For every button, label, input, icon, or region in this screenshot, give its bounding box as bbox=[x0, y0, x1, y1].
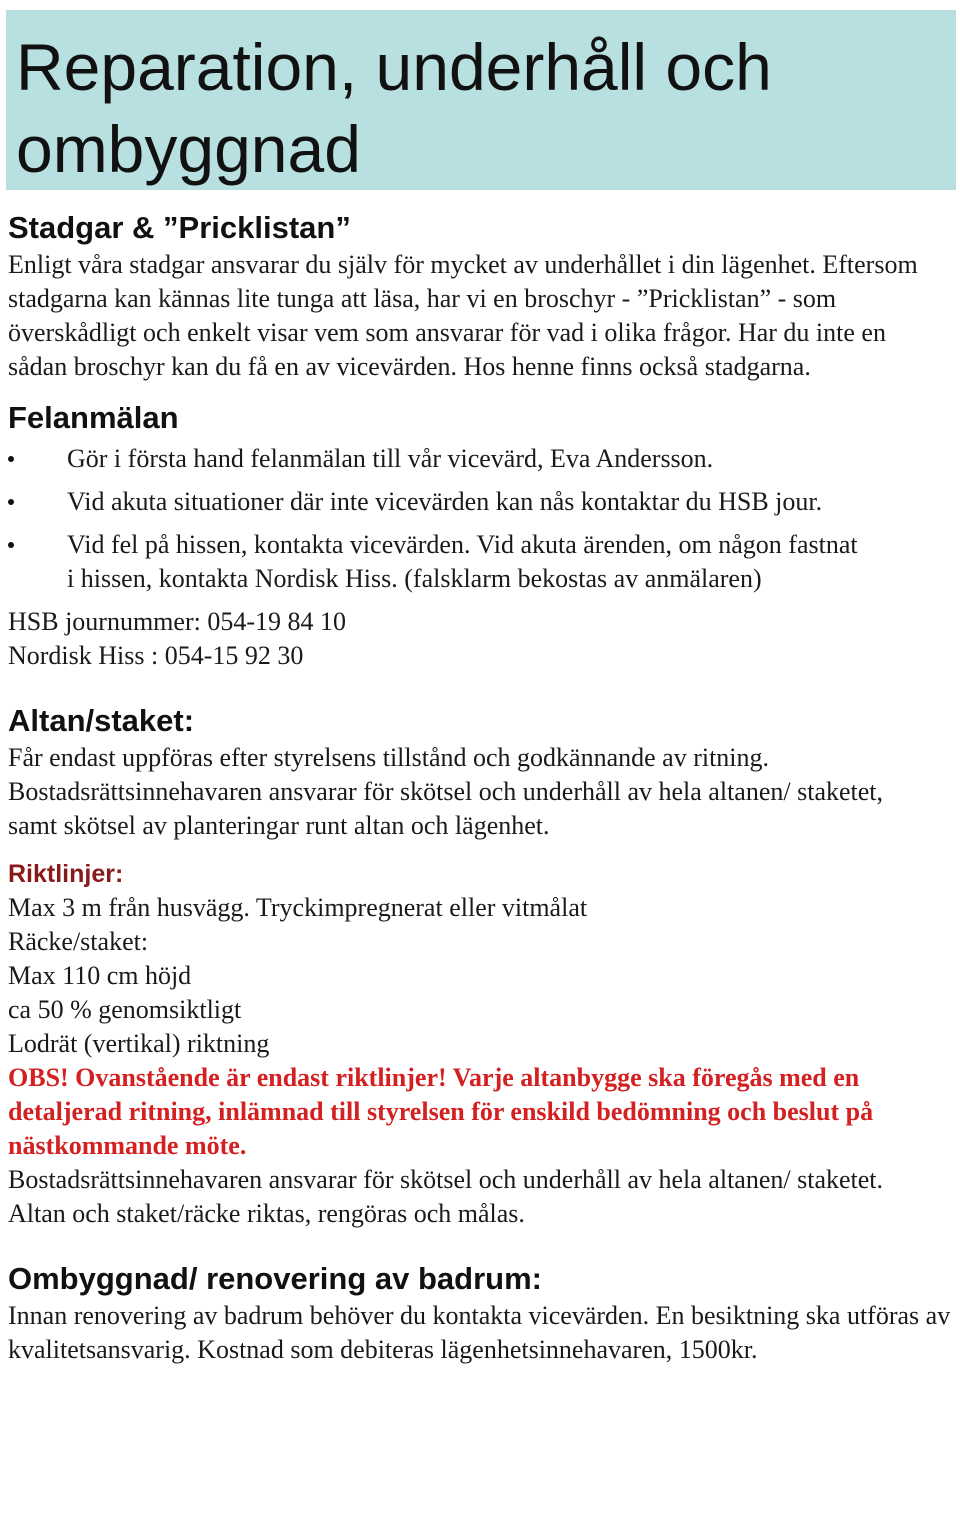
bullet-icon bbox=[8, 499, 14, 505]
bullet-icon bbox=[8, 542, 14, 548]
badrum-text: Innan renovering av badrum behöver du kontakta vicevärden. En besiktning ska utföras av kvalitetsansvarig. Kostnad som debiteras lägenhetsinnehavaren, 1500kr. bbox=[8, 1301, 951, 1364]
list-item-text: Vid akuta situationer där inte vicevärden kan nås kontaktar du HSB jour. bbox=[67, 487, 823, 516]
page-title: Reparation, underhåll och ombyggnad bbox=[16, 30, 772, 186]
altan-text: Får endast uppföras efter styrelsens tillstånd och godkännande av ritning. Bostadsrättsinnehavaren ansvarar för skötsel och underhåll av hela altanen/ staketet, samt skötsel av planteringar runt altan och lägenhet. bbox=[8, 743, 884, 840]
riktlinje-line: Max 3 m från husvägg. Tryckimpregnerat eller vitmålat bbox=[8, 893, 588, 922]
altan-section bbox=[8, 701, 956, 1231]
list-item-text: Gör i första hand felanmälan till vår vicevärd, Eva Andersson. bbox=[67, 444, 714, 473]
altan-text-2: Bostadsrättsinnehavaren ansvarar för skötsel och underhåll av hela altanen/ staketet. bbox=[8, 1165, 884, 1194]
stadgar-section bbox=[8, 208, 956, 384]
felanmalan-list bbox=[8, 442, 956, 596]
bullet-icon bbox=[8, 456, 14, 462]
felanmalan-section bbox=[8, 398, 956, 673]
badrum-heading: Ombyggnad/ renovering av badrum: bbox=[8, 1261, 542, 1296]
list-item-text: Vid fel på hissen, kontakta vicevärden. Vid akuta ärenden, om någon fastnat i hissen, kontakta Nordisk Hiss. (falsklarm bekostas av anmälaren) bbox=[67, 530, 858, 593]
riktlinje-line: Räcke/staket: bbox=[8, 927, 149, 956]
title-banner bbox=[6, 10, 956, 190]
altan-heading: Altan/staket: bbox=[8, 703, 195, 738]
riktlinje-line: ca 50 % genomsiktligt bbox=[8, 995, 242, 1024]
felanmalan-heading: Felanmälan bbox=[8, 400, 179, 435]
riktlinje-line: Lodrät (vertikal) riktning bbox=[8, 1029, 270, 1058]
stadgar-text: Enligt våra stadgar ansvarar du själv för mycket av underhållet i din lägenhet. Eftersom stadgarna kan kännas lite tunga att läsa, har vi en broschyr - ”Pricklistan” - som överskådligt och enkelt visar vem som ansvarar för vad i olika frågor. Har du inte en sådan broschyr kan du få en av vicevärden. Hos henne finns också stadgarna. bbox=[8, 250, 918, 381]
stadgar-heading: Stadgar & ”Pricklistan” bbox=[8, 210, 351, 245]
phone-hiss: Nordisk Hiss : 054-15 92 30 bbox=[8, 641, 304, 670]
phone-hsb: HSB journummer: 054-19 84 10 bbox=[8, 607, 346, 636]
obs-warning: OBS! Ovanstående är endast riktlinjer! Varje altanbygge ska föregås med en detaljerad ritning, inlämnad till styrelsen för enskild bedömning och beslut på nästkommande möte. bbox=[8, 1063, 874, 1160]
riktlinjer-heading: Riktlinjer: bbox=[8, 860, 124, 888]
riktlinje-line: Max 110 cm höjd bbox=[8, 961, 192, 990]
document-body bbox=[8, 208, 956, 1367]
list-item bbox=[8, 528, 867, 596]
list-item bbox=[8, 442, 827, 476]
altan-text-3: Altan och staket/räcke riktas, rengöras och målas. bbox=[8, 1199, 525, 1228]
badrum-section bbox=[8, 1259, 956, 1367]
list-item bbox=[8, 485, 827, 519]
